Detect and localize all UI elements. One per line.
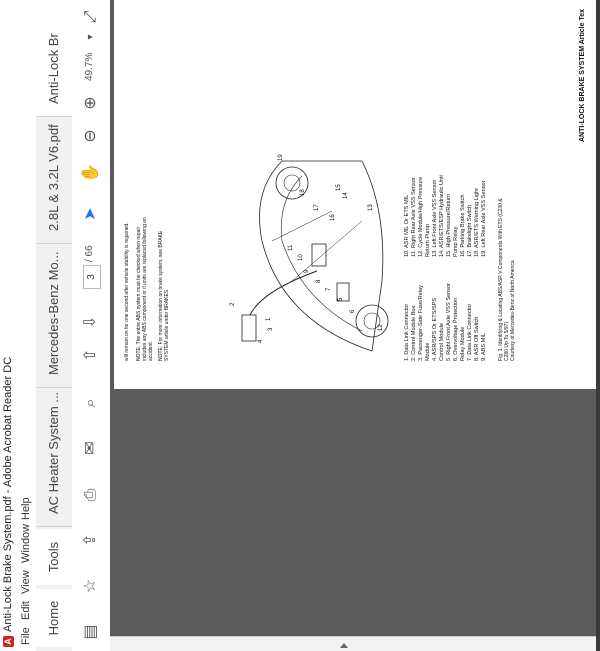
tab-tools[interactable]: Tools bbox=[36, 529, 72, 585]
legend-item: 16. Parking Brake Switch bbox=[460, 194, 466, 257]
callout-11: 11 bbox=[288, 244, 294, 251]
expand-arrow-icon[interactable] bbox=[340, 643, 348, 648]
next-page-icon[interactable]: ⇩ bbox=[82, 315, 99, 329]
menu-edit[interactable]: Edit bbox=[20, 601, 32, 620]
legend-item: 12. Cycle Module/High Pressure bbox=[418, 176, 424, 257]
zoom-dropdown-icon[interactable]: ▾ bbox=[85, 34, 96, 40]
legend-left bbox=[404, 283, 488, 361]
legend-item: 15. High Pressure/Return bbox=[446, 193, 452, 257]
legend-item: 19. Left Rear Axle VSS Sensor bbox=[481, 180, 487, 257]
acrobat-logo-icon: A bbox=[3, 636, 14, 647]
menu-window[interactable]: Window bbox=[20, 523, 32, 563]
search-icon[interactable]: ⌕ bbox=[82, 398, 99, 408]
legend-item: Relay Module bbox=[460, 326, 466, 361]
legend-item: 10. ASR MIL Or ETS MIL bbox=[404, 194, 410, 257]
legend-item: 6. Overvoltage Protection bbox=[453, 297, 459, 361]
legend-item: 4. ASR/SPS Or ETS/SPS bbox=[432, 297, 438, 361]
callout-13: 13 bbox=[368, 204, 374, 211]
legend-item: 18. ASR/ETS Warning Light bbox=[474, 188, 480, 257]
window-edge bbox=[596, 0, 600, 651]
legend-item: 2. Control Module Box bbox=[411, 305, 417, 361]
window-title: Anti-Lock Brake System.pdf - Adobe Acrobat Reader DC bbox=[2, 356, 14, 632]
callout-8: 8 bbox=[316, 279, 322, 283]
callout-14: 14 bbox=[343, 192, 349, 199]
print-icon[interactable]: ⎙ bbox=[82, 488, 99, 502]
legend-item: 1. Data Link Connector bbox=[404, 303, 410, 361]
note-1: NOTE: The entire ABS system must be checked when repair includes any ABS component or if units are replaced following an accident. bbox=[136, 217, 154, 361]
hand-tool-icon[interactable]: ✋ bbox=[82, 163, 99, 183]
upload-icon[interactable]: ⇪ bbox=[82, 533, 99, 547]
create-pdf-icon[interactable]: ▤ bbox=[82, 624, 99, 640]
zoom-level[interactable]: 49.7% bbox=[84, 52, 95, 81]
callout-10: 10 bbox=[298, 254, 304, 261]
menu-view[interactable]: View bbox=[20, 570, 32, 594]
tab-label: AC Heater System ... bbox=[46, 391, 61, 514]
fig-caption-2: C280 Up To 5/97) bbox=[504, 321, 510, 361]
callout-5: 5 bbox=[338, 297, 344, 301]
legend-item: 11. Right Rear Axle VSS Sensor bbox=[411, 177, 417, 257]
legend-item: 17. Brakelight Switch bbox=[467, 204, 473, 257]
legend-item: Pump Relay bbox=[453, 226, 459, 257]
tab-label: Anti-Lock Br bbox=[46, 33, 61, 104]
legend-item: Module bbox=[425, 342, 431, 361]
legend-item: Return Pump bbox=[425, 224, 431, 257]
tab-doc-ac-heater[interactable] bbox=[36, 376, 72, 527]
callout-9: 9 bbox=[304, 269, 310, 273]
callout-18: 18 bbox=[300, 189, 306, 196]
callout-3: 3 bbox=[268, 327, 274, 331]
callout-16: 16 bbox=[330, 214, 336, 221]
page-number-input[interactable]: 3 bbox=[83, 265, 101, 289]
legend-right bbox=[404, 175, 488, 257]
left-pane-toggle[interactable] bbox=[110, 636, 600, 651]
menu-file[interactable]: File bbox=[20, 627, 32, 645]
callout-6: 6 bbox=[350, 309, 356, 313]
callout-2: 2 bbox=[230, 302, 236, 306]
callout-4: 4 bbox=[258, 339, 264, 343]
zoom-out-icon[interactable]: ⊖ bbox=[82, 129, 99, 143]
callout-12: 12 bbox=[378, 324, 384, 331]
page-count: / 66 bbox=[84, 245, 95, 262]
fig-caption-3: Courtesy of Mercedes-Benz of North America. bbox=[510, 259, 516, 361]
page-text-top: will remain on for one second after vehicle stability is regained. bbox=[124, 222, 130, 361]
legend-item: 9. ABS MIL bbox=[481, 333, 487, 361]
title-bar bbox=[0, 0, 18, 651]
note-2: NOTE: For more information on brake system, see BRAKE SYSTEM article under BRAKES. bbox=[158, 230, 170, 361]
legend-item: 8. ASR Off Switch bbox=[474, 316, 480, 361]
legend-item: 3. Passenger-Side Fuse/Relay bbox=[418, 285, 424, 361]
tab-bar bbox=[36, 0, 72, 651]
abs-diagram bbox=[222, 151, 397, 361]
tab-doc-v6[interactable] bbox=[36, 105, 72, 244]
select-cursor-icon[interactable]: ➤ bbox=[82, 207, 99, 221]
legend-item: 14. ASR/ETS/ESP Hydraulic Unit bbox=[439, 175, 445, 257]
fit-page-icon[interactable]: ⤢ bbox=[82, 10, 99, 24]
legend-item: 13. Left Front Axle VSS Sensor bbox=[432, 179, 438, 257]
fig-caption-1: Fig. 1: Identifying & Locating ABS/ASR V Components With ETS (C230 & bbox=[498, 198, 504, 361]
legend-item: 5. Right Front Axle VSS Sensor bbox=[446, 282, 452, 361]
callout-17: 17 bbox=[314, 204, 320, 211]
menu-bar bbox=[18, 0, 36, 651]
callout-15: 15 bbox=[336, 184, 342, 191]
legend-item: Control Module bbox=[439, 323, 445, 361]
callout-19: 19 bbox=[278, 154, 284, 161]
zoom-in-icon[interactable]: ⊕ bbox=[82, 96, 99, 110]
menu-help[interactable]: Help bbox=[20, 497, 32, 520]
tab-label: 2.8L & 3.2L V6.pdf bbox=[46, 124, 61, 231]
pdf-page bbox=[114, 0, 596, 389]
prev-page-icon[interactable]: ⇧ bbox=[82, 348, 99, 362]
tab-doc-anti-lock[interactable] bbox=[36, 0, 72, 117]
email-icon[interactable]: ✉ bbox=[82, 441, 99, 455]
callout-1: 1 bbox=[266, 317, 272, 321]
tab-doc-mercedes[interactable] bbox=[36, 232, 72, 388]
callout-7: 7 bbox=[326, 287, 332, 291]
toolbar bbox=[72, 0, 111, 651]
legend-item: 7. Data Link Connector bbox=[467, 303, 473, 361]
page-header: ANTI-LOCK BRAKE SYSTEM Article Tex bbox=[579, 9, 586, 143]
tab-label: Mercedes-Benz Mo... bbox=[46, 251, 61, 375]
bookmark-star-icon[interactable]: ☆ bbox=[82, 578, 99, 594]
tab-home[interactable]: Home bbox=[36, 589, 72, 647]
